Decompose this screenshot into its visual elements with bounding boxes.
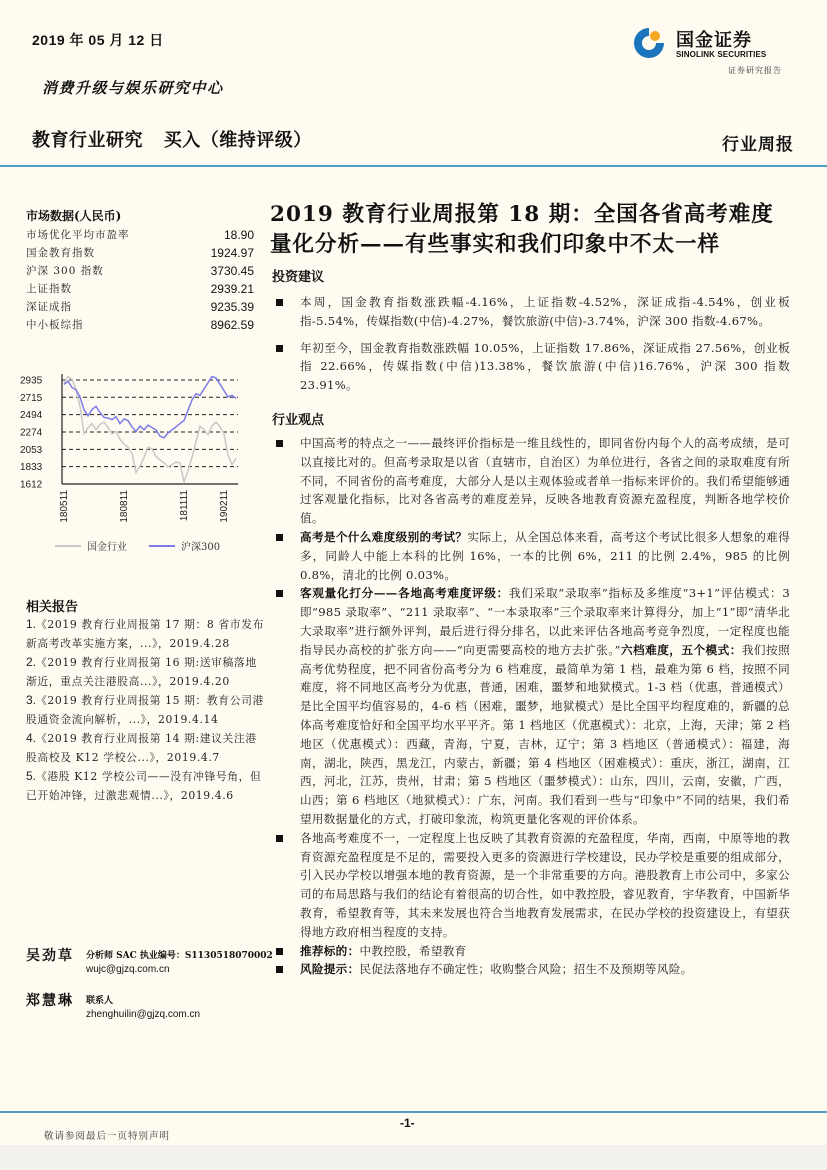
header-divider	[0, 165, 827, 167]
market-data-row	[26, 244, 254, 262]
rating-label: 买入（维持评级）	[163, 130, 312, 151]
market-data-title: 市场数据(人民币)	[26, 209, 122, 223]
related-report-link[interactable]: 5.《港股 K12 学校公司——没有冲锋号角，但已开始冲锋，过激悲观情...》，2019.4.6	[26, 769, 262, 802]
svg-text:2053: 2053	[20, 444, 43, 456]
logo-subtitle: 证券研究报告	[728, 66, 782, 75]
related-report-link[interactable]: 2.《2019 教育行业周报第 16 期:送审稿落地渐近，重点关注港股高...》，2019.4.20	[26, 655, 257, 688]
legend-swatch-industry	[55, 545, 81, 547]
footer-divider	[0, 1111, 827, 1113]
author-info	[86, 949, 273, 977]
row-label: 国金教育指数	[26, 247, 95, 259]
industry-label: 教育行业研究	[32, 130, 143, 151]
svg-text:2274: 2274	[20, 427, 43, 439]
svg-text:180511: 180511	[59, 490, 70, 523]
row-label: 中小板综指	[26, 319, 84, 331]
svg-text:2935: 2935	[20, 375, 43, 387]
market-data-row	[26, 316, 254, 334]
svg-text:2494: 2494	[20, 410, 43, 422]
svg-text:1833: 1833	[20, 462, 43, 474]
risk-warning-bullet: 风险提示：民促法落地存不确定性；收购整合风险；招生不及预期等风险。	[270, 960, 790, 979]
author-info	[86, 994, 200, 1022]
logo-name-cn: 国金证券	[676, 30, 752, 51]
row-value: 3730.45	[210, 264, 254, 278]
legend-label-csi300: 沪深300	[181, 542, 221, 553]
report-date: 2019 年 05 月 12 日	[32, 32, 164, 48]
related-report-link[interactable]: 4.《2019 教育行业周报第 14 期:建议关注港股高校及 K12 学校公...》，2019.4.7	[26, 731, 257, 764]
industry-view-title: 行业观点	[272, 413, 325, 428]
industry-rating-row	[32, 126, 326, 152]
research-center: 消费升级与娱乐研究中心	[42, 79, 224, 97]
investment-advice-list	[270, 293, 790, 403]
author-name: 郑慧琳	[26, 993, 74, 1009]
market-data-row	[26, 280, 254, 298]
advice-bullet: 本周，国金教育指数涨跌幅-4.16%，上证指数-4.52%，深证成指-4.54%，创业板指-5.54%，传媒指数(中信)-4.27%，餐饮旅游(中信)-3.74%，沪深 300 指数-4.67%。	[270, 293, 790, 331]
view-bullet: 各地高考难度不一，一定程度上也反映了其教育资源的充盈程度，华南，西南，中原等地的教育资源充盈程度是不足的，需要投入更多的资源进行学校建设，民办学校是重要的组成部分，引入民办学校以增强本地的教育资源，是一个非常重要的方向。港股教育上市公司中，多家公司的布局思路与我们的结论有着很高的切合性，如中教控股，睿见教育，宇华教育，中国新华教育，希望教育等，其未来发展也符合当地教育发展需求，在民办学校的投资建设上，有望获得地方政府相当程度的支持。	[270, 829, 790, 942]
market-data-row	[26, 262, 254, 280]
author-name: 吴劲草	[26, 948, 74, 964]
author-role: 分析师 SAC 执业编号：S1130518070002	[86, 951, 273, 961]
related-reports-title: 相关报告	[26, 600, 79, 615]
related-reports-list	[26, 615, 266, 805]
disclaimer-note: 敬请参阅最后一页特别声明	[44, 1131, 171, 1142]
advice-bullet: 年初至今，国金教育指数涨跌幅 10.05%，上证指数 17.86%，深证成指 27.56%，创业板指 22.66%，传媒指数(中信)13.38%，餐饮旅游(中信)16.76%，沪深 300 指数 23.91%。	[270, 339, 790, 395]
row-value: 1924.97	[210, 246, 254, 260]
market-data-table	[26, 226, 254, 334]
related-report-link[interactable]: 3.《2019 教育行业周报第 15 期：教育公司港股通资金流向解析，...》，2019.4.14	[26, 693, 264, 726]
recommended-stocks-bullet: 推荐标的：中教控股，希望教育	[270, 942, 790, 961]
company-logo	[628, 22, 798, 82]
view-bullet: 中国高考的特点之一——最终评价指标是一维且线性的，即同省份内每个人的高考成绩，是可以直接比对的。但高考录取是以省（直辖市，自治区）为单位进行，各省之间的录取难度有所不同，不同省份的高考难度，大部分人是以主观体验或者单一指标来评价的。我们希望能够通过客观量化指标，比对各省高考的难度差异，反映各地教育资源充盈程度，判断各地学校价值。	[270, 434, 790, 528]
row-label: 市场优化平均市盈率	[26, 229, 130, 241]
report-title: 2019 教育行业周报第 18 期：全国各省高考难度量化分析——有些事实和我们印象中不太一样	[270, 202, 774, 257]
view-bullet: 客观量化打分——各地高考难度评级：我们采取“录取率”指标及多维度“3+1”评估模式：3 即“985 录取率”、“211 录取率”、“一本录取率”三个录取率来计算得分，加上“1”即“清华北大录取率”进行额外评判，最后进行得分排名，以此来评估各地高考竞争烈度，一定程度也能指导民办高校的扩张方向——“向更需要高校的地方去扩张。”六档难度，五个模式：我们按照高考优势程度，把不同省份高考分为 6 档难度，最简单为第 1 档，最难为第 6 档，按照不同难度，将不同地区高考分为优惠，普通，困难，噩梦和地狱模式。1-3 档（优惠，普通模式）是比全国平均值容易的，4-6 档（困难，噩梦，地狱模式）是比全国平均程度难的，新疆的总体高考难度恰好和全国平均水平平齐。第 1 档地区（优惠模式）：北京，上海，天津；第 2 档地区（优惠模式）：西藏，青海，宁夏，吉林，辽宁；第 3 档地区（普通模式）：福建，海南，湖北，陕西，黑龙江，内蒙古，新疆；第 4 档地区（困难模式）：重庆，浙江，湖南，江西，河北，江苏，贵州，甘肃；第 5 档地区（噩梦模式）：山东，四川，云南，安徽，广西，山西；第 6 档地区（地狱模式）：广东，河南。我们看到一些与“印象中”不同的结果，我们希望用数据量化的方式，打破印象流，构筑更量化客观的评价体系。	[270, 584, 790, 828]
row-label: 深证成指	[26, 301, 72, 313]
row-value: 9235.39	[210, 300, 254, 314]
logo-name-en: SINOLINK SECURITIES	[676, 50, 767, 59]
page-number: -1-	[400, 1116, 415, 1130]
related-report-link[interactable]: 1.《2019 教育行业周报第 17 期：8 省市发布新高考改革实施方案，...》，2019.4.28	[26, 617, 264, 650]
row-value: 8962.59	[210, 318, 254, 332]
row-value: 2939.21	[210, 282, 254, 296]
legend-label-industry: 国金行业	[87, 542, 127, 553]
market-data-row	[26, 226, 254, 244]
investment-advice-title: 投资建议	[272, 270, 325, 285]
author-email[interactable]: zhenghuilin@gjzq.com.cn	[86, 1009, 201, 1020]
report-type: 行业周报	[722, 135, 794, 155]
svg-text:190211: 190211	[219, 490, 230, 523]
chart-legend	[55, 538, 220, 553]
sinolink-logo-icon	[632, 26, 666, 60]
industry-view-list	[270, 434, 790, 979]
view-bullet: 高考是个什么难度级别的考试？实际上，从全国总体来看，高考这个考试比很多人想象的难得多，同龄人中能上本科的比例 16%，一本的比例 6%，211 的比例 2.4%，985 的比例 0.8%，清北的比例 0.03%。	[270, 528, 790, 584]
legend-swatch-csi300	[149, 545, 175, 547]
svg-text:2715: 2715	[20, 392, 43, 404]
author-email[interactable]: wujc@gjzq.com.cn	[86, 964, 170, 975]
svg-text:180811: 180811	[119, 490, 130, 523]
market-data-row	[26, 298, 254, 316]
svg-text:181111: 181111	[179, 490, 190, 522]
svg-text:1612: 1612	[20, 479, 43, 491]
row-label: 上证指数	[26, 283, 72, 295]
author-role: 联系人	[86, 996, 114, 1006]
row-label: 沪深 300 指数	[26, 265, 104, 277]
row-value: 18.90	[223, 228, 254, 242]
